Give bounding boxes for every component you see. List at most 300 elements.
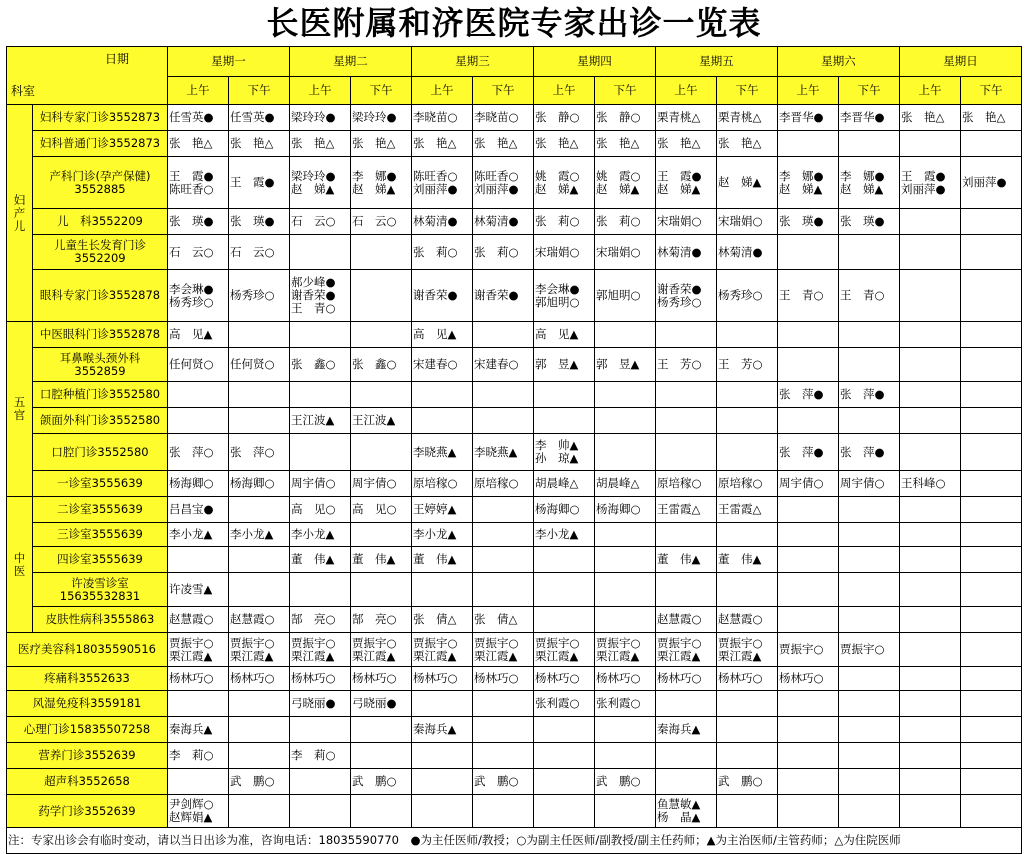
doctor-entry: 杨林巧○: [413, 671, 458, 685]
department-line: 产科门诊(孕产保健): [49, 168, 151, 183]
doctor-entry: 赵辉娟▲: [169, 810, 213, 824]
doctor-entry: 栗江霞▲: [230, 648, 274, 663]
corner-date-label: 日期: [105, 52, 130, 66]
doctor-entry: 贾振宇○: [840, 642, 885, 656]
schedule-cell: [778, 157, 839, 209]
schedule-cell: [168, 471, 229, 497]
doctor-entry: 杨林巧○: [291, 671, 336, 685]
doctor-entry: 高 见▲: [169, 327, 213, 341]
schedule-cell: [839, 607, 900, 633]
schedule-cell: [839, 667, 900, 691]
doctor-entry: 宋建春○: [413, 357, 458, 371]
schedule-cell: [961, 497, 1022, 523]
schedule-cell: [351, 270, 412, 322]
doctor-entry: 栗青桃△: [718, 110, 762, 124]
doctor-entry: 王 青○: [840, 288, 885, 302]
schedule-cell: [717, 523, 778, 547]
schedule-cell: [778, 322, 839, 348]
doctor-entry: 郭 昱▲: [596, 357, 640, 371]
schedule-cell: [961, 607, 1022, 633]
doctor-entry: 杨林巧○: [596, 671, 641, 685]
schedule-cell: [961, 769, 1022, 795]
schedule-cell: [534, 105, 595, 131]
schedule-cell: [168, 270, 229, 322]
footer-row: [7, 828, 1022, 854]
page-title: 长医附属和济医院专家出诊一览表: [266, 4, 762, 42]
doctor-entry: 栗江霞▲: [169, 648, 213, 663]
schedule-cell: [351, 105, 412, 131]
doctor-entry: 原培稼○: [657, 476, 702, 490]
schedule-cell: [534, 209, 595, 235]
doctor-entry: 张 艳△: [901, 110, 945, 124]
doctor-entry: 张 艳△: [962, 110, 1006, 124]
ampm-header: 上午: [656, 77, 717, 105]
doctor-entry: 张 倩△: [413, 612, 457, 626]
doctor-entry: 张利霞○: [535, 696, 580, 710]
schedule-cell: [168, 743, 229, 769]
doctor-entry: 杨林巧○: [535, 671, 580, 685]
schedule-cell: [595, 209, 656, 235]
doctor-entry: 宋建春○: [474, 357, 519, 371]
schedule-cell: [351, 209, 412, 235]
schedule-cell: [595, 743, 656, 769]
schedule-cell: [717, 408, 778, 434]
department-line: 皮肤性病科3555863: [45, 612, 155, 626]
ampm-header: 下午: [595, 77, 656, 105]
doctor-entry: 宋瑞娟○: [535, 244, 580, 259]
schedule-cell: [778, 547, 839, 573]
schedule-cell: [656, 209, 717, 235]
schedule-cell: [839, 633, 900, 667]
day-header: 星期二: [290, 47, 412, 77]
ampm-header: 下午: [717, 77, 778, 105]
schedule-cell: [412, 235, 473, 270]
doctor-entry: 周宇倩○: [779, 476, 824, 490]
department-name: [33, 131, 168, 157]
schedule-cell: [473, 209, 534, 235]
schedule-cell: [717, 235, 778, 270]
schedule-cell: [900, 408, 961, 434]
department-line: 儿童生长发育门诊: [54, 238, 146, 252]
schedule-cell: [900, 382, 961, 408]
table-row: [7, 209, 1022, 235]
schedule-cell: [168, 408, 229, 434]
schedule-cell: [534, 769, 595, 795]
schedule-cell: [717, 633, 778, 667]
schedule-cell: [534, 523, 595, 547]
schedule-cell: [717, 547, 778, 573]
schedule-cell: [534, 691, 595, 717]
department-name: [33, 209, 168, 235]
schedule-cell: [412, 348, 473, 382]
table-row: [7, 769, 1022, 795]
schedule-cell: [351, 408, 412, 434]
schedule-cell: [351, 382, 412, 408]
schedule-cell: [961, 717, 1022, 743]
department-name: [33, 471, 168, 497]
doctor-entry: 张 艳△: [291, 136, 335, 150]
schedule-cell: [717, 434, 778, 471]
group-label: [7, 497, 33, 633]
schedule-cell: [717, 717, 778, 743]
department-line: 口腔种植门诊3552580: [39, 387, 161, 401]
department-line: 三诊室3555639: [57, 527, 143, 541]
doctor-entry: 宋瑞娟○: [657, 214, 702, 228]
schedule-cell: [778, 607, 839, 633]
doctor-entry: 秦海兵▲: [413, 722, 457, 736]
schedule-cell: [778, 573, 839, 607]
doctor-entry: 林菊清●: [413, 214, 458, 228]
doctor-entry: 赵 娣▲: [779, 181, 823, 196]
doctor-entry: 胡晨峰△: [535, 476, 579, 490]
doctor-entry: 贾振宇○: [352, 635, 397, 650]
corner-room-label: 科室: [11, 84, 36, 98]
schedule-cell: [229, 270, 290, 322]
doctor-entry: 张 艳△: [413, 136, 457, 150]
table-row: [7, 743, 1022, 769]
schedule-cell: [473, 795, 534, 828]
doctor-entry: 贾振宇○: [291, 635, 336, 650]
schedule-cell: [290, 471, 351, 497]
schedule-cell: [900, 157, 961, 209]
group-char: 官: [13, 408, 26, 422]
doctor-entry: 赵慧霞○: [169, 612, 214, 626]
doctor-entry: 李会琳●: [535, 281, 580, 296]
day-header: 星期一: [168, 47, 290, 77]
schedule-cell: [839, 209, 900, 235]
department-name: [33, 434, 168, 471]
table-row: [7, 667, 1022, 691]
day-header: 星期三: [412, 47, 534, 77]
schedule-cell: [656, 105, 717, 131]
department-name: [33, 105, 168, 131]
doctor-entry: 赵 娣▲: [535, 181, 579, 196]
schedule-cell: [595, 157, 656, 209]
schedule-cell: [839, 235, 900, 270]
schedule-cell: [229, 743, 290, 769]
doctor-entry: 杨林巧○: [718, 671, 763, 685]
doctor-entry: 张 瑛●: [779, 214, 824, 228]
ampm-header: 上午: [534, 77, 595, 105]
doctor-entry: 杨 晶▲: [657, 810, 701, 824]
table-row: [7, 382, 1022, 408]
schedule-cell: [961, 131, 1022, 157]
doctor-entry: 张 萍●: [779, 444, 824, 459]
schedule-cell: [900, 471, 961, 497]
schedule-cell: [473, 471, 534, 497]
schedule-cell: [900, 322, 961, 348]
table-row: [7, 131, 1022, 157]
schedule-cell: [839, 547, 900, 573]
schedule-cell: [900, 235, 961, 270]
schedule-cell: [168, 131, 229, 157]
doctor-entry: 栗江霞▲: [535, 648, 579, 663]
group-label: [7, 105, 33, 322]
schedule-cell: [839, 408, 900, 434]
ampm-header: 上午: [778, 77, 839, 105]
schedule-cell: [717, 322, 778, 348]
doctor-entry: 李晋华●: [779, 110, 824, 124]
schedule-cell: [656, 235, 717, 270]
doctor-entry: 姚 霞○: [596, 168, 641, 183]
doctor-entry: 王科峰○: [901, 476, 946, 490]
table-row: [7, 717, 1022, 743]
schedule-cell: [290, 523, 351, 547]
schedule-cell: [229, 547, 290, 573]
schedule-cell: [595, 667, 656, 691]
doctor-entry: 武 鹏○: [230, 774, 275, 788]
doctor-entry: 陈旺香○: [169, 181, 214, 196]
doctor-entry: 张 萍●: [779, 387, 824, 401]
schedule-cell: [412, 322, 473, 348]
schedule-cell: [778, 434, 839, 471]
department-name: [33, 607, 168, 633]
schedule-cell: [168, 769, 229, 795]
schedule-cell: [534, 743, 595, 769]
table-row: [7, 691, 1022, 717]
doctor-entry: 董 伟▲: [413, 552, 457, 566]
department-line: 儿 科3552209: [57, 214, 143, 228]
doctor-entry: 李小龙▲: [291, 527, 335, 541]
doctor-entry: 弓晓丽●: [352, 696, 397, 710]
schedule-cell: [717, 105, 778, 131]
schedule-cell: [656, 769, 717, 795]
schedule-cell: [839, 157, 900, 209]
table-row: [7, 523, 1022, 547]
doctor-entry: 李 莉○: [291, 748, 336, 762]
doctor-entry: 石 云○: [169, 244, 214, 259]
doctor-entry: 刘丽萍●: [901, 181, 946, 196]
schedule-cell: [168, 434, 229, 471]
department-line: 营养门诊3552639: [38, 748, 136, 762]
doctor-entry: 董 伟▲: [718, 552, 762, 566]
doctor-entry: 张 艳△: [535, 136, 579, 150]
schedule-cell: [351, 322, 412, 348]
schedule-cell: [229, 471, 290, 497]
schedule-cell: [412, 573, 473, 607]
doctor-entry: 贾振宇○: [169, 635, 214, 650]
table-row: [7, 270, 1022, 322]
schedule-cell: [534, 157, 595, 209]
schedule-cell: [229, 235, 290, 270]
schedule-cell: [961, 795, 1022, 828]
schedule-cell: [778, 795, 839, 828]
schedule-cell: [839, 743, 900, 769]
schedule-cell: [290, 382, 351, 408]
department-name: [33, 573, 168, 607]
schedule-cell: [412, 434, 473, 471]
schedule-cell: [717, 573, 778, 607]
schedule-cell: [168, 157, 229, 209]
department-line: 四诊室3555639: [57, 552, 143, 566]
schedule-cell: [290, 497, 351, 523]
schedule-cell: [717, 348, 778, 382]
doctor-entry: 杨林巧○: [474, 671, 519, 685]
department-line: 口腔门诊3552580: [51, 444, 149, 459]
table-row: [7, 633, 1022, 667]
schedule-cell: [900, 691, 961, 717]
doctor-entry: 李 娜●: [779, 168, 824, 183]
doctor-entry: 杨海卿○: [535, 502, 580, 516]
doctor-entry: 许凌雪▲: [169, 582, 213, 596]
doctor-entry: 梁玲玲●: [352, 110, 397, 124]
doctor-entry: 高 见○: [352, 502, 397, 516]
schedule-cell: [656, 607, 717, 633]
schedule-cell: [595, 547, 656, 573]
schedule-cell: [412, 607, 473, 633]
schedule-cell: [229, 633, 290, 667]
doctor-entry: 王 霞●: [901, 168, 946, 183]
doctor-entry: 刘丽萍●: [413, 181, 458, 196]
doctor-entry: 贾振宇○: [535, 635, 580, 650]
doctor-entry: 梁玲玲●: [291, 168, 336, 183]
doctor-entry: 吕昌宝●: [169, 502, 214, 516]
doctor-entry: 王江波▲: [352, 413, 396, 427]
doctor-entry: 张 莉○: [596, 214, 641, 228]
schedule-cell: [900, 434, 961, 471]
schedule-cell: [778, 382, 839, 408]
header-row-days: [7, 47, 1022, 77]
doctor-entry: 郭 昱▲: [535, 357, 579, 371]
schedule-cell: [412, 382, 473, 408]
schedule-cell: [351, 633, 412, 667]
ampm-header: 上午: [168, 77, 229, 105]
doctor-entry: 杨海卿○: [169, 476, 214, 490]
ampm-header: 下午: [839, 77, 900, 105]
schedule-cell: [839, 691, 900, 717]
doctor-entry: 栗江霞▲: [596, 648, 640, 663]
doctor-entry: 李晓燕▲: [474, 444, 518, 459]
schedule-cell: [656, 382, 717, 408]
schedule-cell: [168, 547, 229, 573]
doctor-entry: 贾振宇○: [657, 635, 702, 650]
department-name: [33, 322, 168, 348]
schedule-cell: [778, 691, 839, 717]
schedule-cell: [534, 717, 595, 743]
doctor-entry: 赵 娣▲: [840, 181, 884, 196]
schedule-cell: [290, 795, 351, 828]
department-name: [7, 633, 168, 667]
schedule-cell: [961, 743, 1022, 769]
schedule-cell: [168, 607, 229, 633]
doctor-entry: 杨林巧○: [779, 671, 824, 685]
schedule-cell: [229, 573, 290, 607]
doctor-entry: 弓晓丽●: [291, 696, 336, 710]
table-row: [7, 322, 1022, 348]
schedule-cell: [961, 105, 1022, 131]
schedule-cell: [534, 131, 595, 157]
doctor-entry: 王江波▲: [291, 413, 335, 427]
schedule-cell: [412, 795, 473, 828]
schedule-cell: [473, 769, 534, 795]
schedule-cell: [229, 434, 290, 471]
doctor-entry: 任何贤○: [169, 357, 214, 371]
schedule-cell: [351, 607, 412, 633]
schedule-cell: [534, 382, 595, 408]
schedule-cell: [961, 691, 1022, 717]
schedule-cell: [473, 691, 534, 717]
doctor-entry: 董 伟▲: [657, 552, 701, 566]
schedule-cell: [656, 547, 717, 573]
doctor-entry: 栗青桃△: [657, 110, 701, 124]
schedule-cell: [473, 633, 534, 667]
table-row: [7, 157, 1022, 209]
doctor-entry: 姚 霞○: [535, 168, 580, 183]
schedule-cell: [778, 743, 839, 769]
doctor-entry: 林菊清●: [718, 244, 763, 259]
department-line: 妇科专家门诊3552873: [39, 110, 161, 124]
schedule-cell: [900, 573, 961, 607]
schedule-cell: [656, 573, 717, 607]
schedule-cell: [778, 633, 839, 667]
doctor-entry: 王 青○: [779, 288, 824, 302]
department-line: 3552209: [74, 251, 126, 265]
schedule-cell: [290, 322, 351, 348]
schedule-cell: [656, 795, 717, 828]
schedule-cell: [656, 717, 717, 743]
schedule-cell: [473, 235, 534, 270]
schedule-cell: [229, 607, 290, 633]
doctor-entry: 尹剑辉○: [169, 797, 214, 811]
group-label: [7, 322, 33, 497]
table-row: [7, 573, 1022, 607]
schedule-cell: [351, 131, 412, 157]
department-name: [7, 795, 168, 828]
schedule-cell: [290, 633, 351, 667]
schedule-cell: [900, 769, 961, 795]
doctor-entry: 赵 娣▲: [352, 181, 396, 196]
doctor-entry: 王雷霞△: [657, 502, 701, 516]
schedule-cell: [900, 497, 961, 523]
ampm-header: 上午: [290, 77, 351, 105]
doctor-entry: 郭旭明○: [596, 288, 641, 302]
doctor-entry: 李晓苗○: [413, 110, 458, 124]
schedule-cell: [778, 717, 839, 743]
schedule-cell: [717, 209, 778, 235]
department-name: [33, 157, 168, 209]
table-row: [7, 348, 1022, 382]
doctor-entry: 赵 娣▲: [657, 181, 701, 196]
schedule-cell: [534, 270, 595, 322]
doctor-entry: 石 云○: [352, 214, 397, 228]
doctor-entry: 张 静○: [535, 110, 580, 124]
schedule-cell: [412, 497, 473, 523]
doctor-entry: 武 鹏○: [474, 774, 519, 788]
doctor-entry: 李小龙▲: [169, 527, 213, 541]
doctor-entry: 赵慧霞○: [657, 612, 702, 626]
doctor-entry: 周宇倩○: [352, 476, 397, 490]
schedule-cell: [656, 322, 717, 348]
schedule-cell: [290, 717, 351, 743]
doctor-entry: 赵 娣▲: [718, 175, 762, 189]
department-line: 耳鼻喉头颈外科: [59, 350, 141, 365]
schedule-cell: [839, 795, 900, 828]
doctor-entry: 杨秀珍○: [230, 288, 275, 302]
schedule-cell: [290, 408, 351, 434]
schedule-cell: [168, 348, 229, 382]
doctor-entry: 杨林巧○: [230, 671, 275, 685]
doctor-entry: 张 萍●: [840, 387, 885, 401]
department-name: [7, 769, 168, 795]
doctor-entry: 刘丽萍●: [962, 175, 1007, 189]
schedule-table: [6, 46, 1022, 854]
schedule-cell: [595, 105, 656, 131]
doctor-entry: 赵慧霞○: [718, 612, 763, 626]
schedule-cell: [839, 497, 900, 523]
schedule-cell: [229, 131, 290, 157]
schedule-cell: [168, 573, 229, 607]
schedule-cell: [351, 157, 412, 209]
